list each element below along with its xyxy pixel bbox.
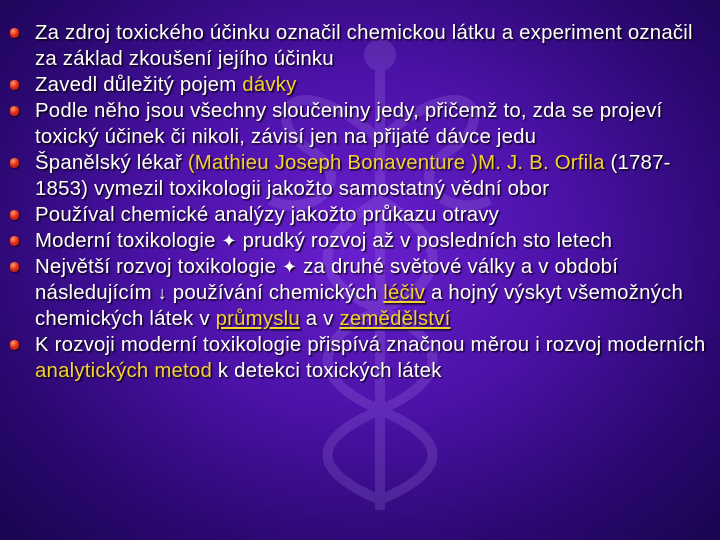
bullet-text: Podle něho jsou všechny sloučeniny jedy, přičemž to, zda se projeví toxický účinek či nikoli, závisí jen na přijaté dávce jedu	[35, 100, 663, 148]
bullet-text: za druhé světové války a v období následujícím	[35, 256, 619, 304]
bullet-text: a v	[299, 308, 340, 330]
highlighted-text: dávky	[242, 74, 297, 96]
bullet-icon	[10, 262, 19, 272]
bullet-icon	[10, 106, 19, 116]
bullet-text: Zavedl důležitý pojem	[35, 74, 243, 96]
bullet-text: (1787-1853) vymezil toxikologii jakožto samostatný vědní obor	[35, 152, 671, 200]
bullet-text: Moderní toxikologie	[35, 230, 222, 252]
bullet-text: Španělský lékař	[35, 152, 188, 174]
star-icon: ✦	[221, 231, 237, 251]
bullet-icon	[10, 158, 19, 168]
bullet-text: používání chemických	[166, 282, 384, 304]
highlighted-text: analytických metod	[35, 360, 212, 382]
bullet-item	[0, 72, 712, 98]
star-icon: ✦	[282, 257, 298, 277]
bullet-item	[0, 20, 712, 72]
bullet-list	[0, 20, 712, 384]
bullet-item	[0, 202, 712, 228]
highlighted-text: léčiv	[383, 282, 426, 304]
bullet-icon	[10, 340, 19, 350]
highlighted-text: zemědělství	[339, 308, 451, 330]
bullet-item	[0, 254, 712, 332]
bullet-item	[0, 228, 712, 254]
bullet-text: prudký rozvoj až v posledních sto letech	[236, 230, 613, 252]
bullet-text: k detekci toxických látek	[212, 360, 442, 382]
bullet-text: K rozvoji moderní toxikologie přispívá značnou měrou i rozvoj moderních	[35, 334, 706, 356]
bullet-text: Největší rozvoj toxikologie	[35, 256, 282, 278]
bullet-text: Používal chemické analýzy jakožto průkazu otravy	[35, 204, 500, 226]
highlighted-text: průmyslu	[215, 308, 300, 330]
bullet-item	[0, 332, 712, 384]
bullet-item	[0, 98, 712, 150]
bullet-icon	[10, 80, 19, 90]
arrow-down-icon: ↓	[157, 283, 167, 303]
bullet-icon	[10, 210, 19, 220]
bullet-text: a hojný výskyt všemožných chemických látek v	[35, 282, 683, 330]
bullet-icon	[10, 236, 19, 246]
highlighted-text: (Mathieu Joseph Bonaventure )M. J. B. Orfila	[187, 152, 605, 174]
bullet-item	[0, 150, 712, 202]
bullet-icon	[10, 28, 19, 38]
bullet-text: Za zdroj toxického účinku označil chemickou látku a experiment označil za základ zkoušení jejího účinku	[35, 22, 693, 70]
